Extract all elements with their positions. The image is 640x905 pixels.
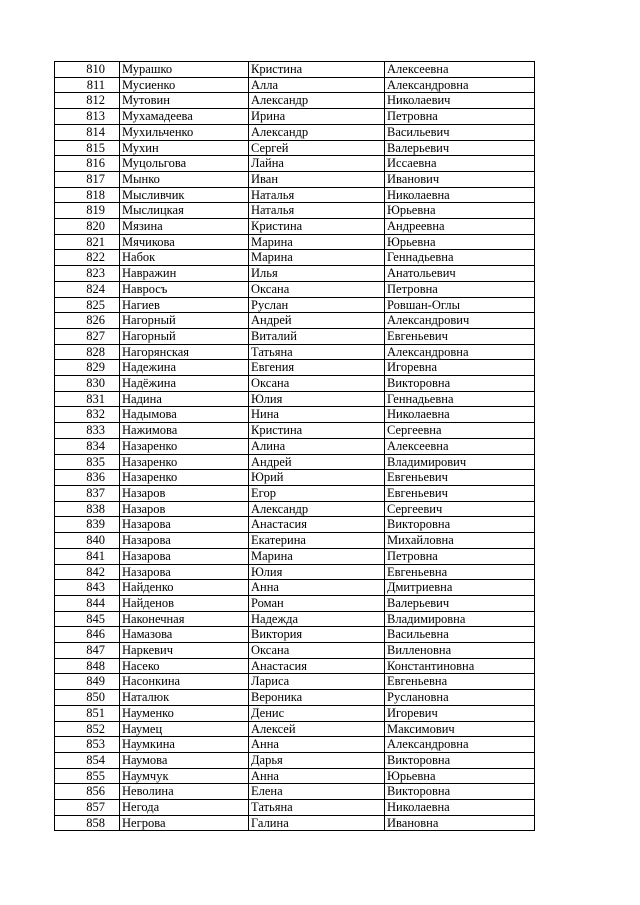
surname-cell: Назарова xyxy=(120,533,249,549)
patronymic-cell: Викторовна xyxy=(385,517,535,533)
row-number: 829 xyxy=(55,360,120,376)
first-name-cell: Юлия xyxy=(249,564,385,580)
table-row xyxy=(55,548,535,564)
first-name-cell: Денис xyxy=(249,705,385,721)
patronymic-cell: Сергеевна xyxy=(385,423,535,439)
first-name-cell: Лайна xyxy=(249,156,385,172)
surname-cell: Нагиев xyxy=(120,297,249,313)
names-table-body xyxy=(55,62,535,831)
surname-cell: Мысливчик xyxy=(120,187,249,203)
first-name-cell: Александр xyxy=(249,124,385,140)
patronymic-cell: Ивановна xyxy=(385,815,535,831)
patronymic-cell: Александровна xyxy=(385,344,535,360)
row-number: 844 xyxy=(55,595,120,611)
surname-cell: Набок xyxy=(120,250,249,266)
surname-cell: Назаренко xyxy=(120,438,249,454)
surname-cell: Мынко xyxy=(120,171,249,187)
first-name-cell: Марина xyxy=(249,250,385,266)
table-row xyxy=(55,391,535,407)
table-row xyxy=(55,124,535,140)
table-row xyxy=(55,234,535,250)
table-row xyxy=(55,438,535,454)
first-name-cell: Кристина xyxy=(249,62,385,78)
first-name-cell: Андрей xyxy=(249,313,385,329)
surname-cell: Назаров xyxy=(120,485,249,501)
first-name-cell: Александр xyxy=(249,93,385,109)
surname-cell: Наумчук xyxy=(120,768,249,784)
patronymic-cell: Николаевна xyxy=(385,187,535,203)
patronymic-cell: Вилленовна xyxy=(385,643,535,659)
surname-cell: Неволина xyxy=(120,784,249,800)
surname-cell: Нагорянская xyxy=(120,344,249,360)
patronymic-cell: Игоревич xyxy=(385,705,535,721)
table-row xyxy=(55,768,535,784)
table-row xyxy=(55,219,535,235)
table-row xyxy=(55,643,535,659)
table-row xyxy=(55,109,535,125)
patronymic-cell: Сергеевич xyxy=(385,501,535,517)
first-name-cell: Екатерина xyxy=(249,533,385,549)
surname-cell: Надежина xyxy=(120,360,249,376)
first-name-cell: Илья xyxy=(249,266,385,282)
first-name-cell: Марина xyxy=(249,548,385,564)
patronymic-cell: Петровна xyxy=(385,281,535,297)
row-number: 858 xyxy=(55,815,120,831)
table-row xyxy=(55,156,535,172)
patronymic-cell: Васильевна xyxy=(385,627,535,643)
row-number: 857 xyxy=(55,800,120,816)
surname-cell: Наркевич xyxy=(120,643,249,659)
first-name-cell: Алексей xyxy=(249,721,385,737)
surname-cell: Назаренко xyxy=(120,454,249,470)
table-row xyxy=(55,376,535,392)
table-row xyxy=(55,517,535,533)
surname-cell: Навражин xyxy=(120,266,249,282)
table-row xyxy=(55,281,535,297)
surname-cell: Надёжина xyxy=(120,376,249,392)
table-row xyxy=(55,407,535,423)
table-row xyxy=(55,800,535,816)
surname-cell: Насеко xyxy=(120,658,249,674)
first-name-cell: Татьяна xyxy=(249,800,385,816)
first-name-cell: Ирина xyxy=(249,109,385,125)
surname-cell: Мязина xyxy=(120,219,249,235)
row-number: 846 xyxy=(55,627,120,643)
table-row xyxy=(55,454,535,470)
row-number: 812 xyxy=(55,93,120,109)
patronymic-cell: Константиновна xyxy=(385,658,535,674)
row-number: 855 xyxy=(55,768,120,784)
surname-cell: Науменко xyxy=(120,705,249,721)
patronymic-cell: Андреевна xyxy=(385,219,535,235)
patronymic-cell: Максимович xyxy=(385,721,535,737)
first-name-cell: Андрей xyxy=(249,454,385,470)
table-row xyxy=(55,564,535,580)
row-number: 818 xyxy=(55,187,120,203)
surname-cell: Мячикова xyxy=(120,234,249,250)
first-name-cell: Марина xyxy=(249,234,385,250)
patronymic-cell: Анатольевич xyxy=(385,266,535,282)
patronymic-cell: Николаевна xyxy=(385,800,535,816)
row-number: 825 xyxy=(55,297,120,313)
table-row xyxy=(55,737,535,753)
table-row xyxy=(55,250,535,266)
row-number: 814 xyxy=(55,124,120,140)
surname-cell: Наумец xyxy=(120,721,249,737)
surname-cell: Наконечная xyxy=(120,611,249,627)
patronymic-cell: Евгеньевна xyxy=(385,564,535,580)
patronymic-cell: Петровна xyxy=(385,548,535,564)
patronymic-cell: Владимировна xyxy=(385,611,535,627)
first-name-cell: Анна xyxy=(249,580,385,596)
row-number: 842 xyxy=(55,564,120,580)
table-row xyxy=(55,485,535,501)
table-row xyxy=(55,784,535,800)
first-name-cell: Виталий xyxy=(249,328,385,344)
patronymic-cell: Юрьевна xyxy=(385,203,535,219)
first-name-cell: Надежда xyxy=(249,611,385,627)
first-name-cell: Егор xyxy=(249,485,385,501)
patronymic-cell: Михайловна xyxy=(385,533,535,549)
surname-cell: Мусиенко xyxy=(120,77,249,93)
row-number: 817 xyxy=(55,171,120,187)
patronymic-cell: Руслановна xyxy=(385,690,535,706)
row-number: 828 xyxy=(55,344,120,360)
row-number: 830 xyxy=(55,376,120,392)
surname-cell: Надина xyxy=(120,391,249,407)
first-name-cell: Оксана xyxy=(249,643,385,659)
table-row xyxy=(55,658,535,674)
patronymic-cell: Юрьевна xyxy=(385,768,535,784)
patronymic-cell: Евгеньевич xyxy=(385,328,535,344)
row-number: 820 xyxy=(55,219,120,235)
table-row xyxy=(55,690,535,706)
row-number: 835 xyxy=(55,454,120,470)
row-number: 834 xyxy=(55,438,120,454)
table-row xyxy=(55,674,535,690)
table-row xyxy=(55,328,535,344)
row-number: 823 xyxy=(55,266,120,282)
row-number: 848 xyxy=(55,658,120,674)
table-row xyxy=(55,580,535,596)
first-name-cell: Иван xyxy=(249,171,385,187)
surname-cell: Мыслицкая xyxy=(120,203,249,219)
row-number: 821 xyxy=(55,234,120,250)
first-name-cell: Наталья xyxy=(249,187,385,203)
first-name-cell: Алина xyxy=(249,438,385,454)
table-row xyxy=(55,62,535,78)
table-row xyxy=(55,313,535,329)
row-number: 813 xyxy=(55,109,120,125)
surname-cell: Мухамадеева xyxy=(120,109,249,125)
first-name-cell: Кристина xyxy=(249,423,385,439)
row-number: 839 xyxy=(55,517,120,533)
patronymic-cell: Викторовна xyxy=(385,784,535,800)
row-number: 841 xyxy=(55,548,120,564)
patronymic-cell: Юрьевна xyxy=(385,234,535,250)
row-number: 847 xyxy=(55,643,120,659)
table-row xyxy=(55,187,535,203)
patronymic-cell: Алексеевна xyxy=(385,62,535,78)
table-row xyxy=(55,77,535,93)
first-name-cell: Александр xyxy=(249,501,385,517)
first-name-cell: Наталья xyxy=(249,203,385,219)
first-name-cell: Лариса xyxy=(249,674,385,690)
surname-cell: Наумова xyxy=(120,752,249,768)
surname-cell: Надымова xyxy=(120,407,249,423)
patronymic-cell: Петровна xyxy=(385,109,535,125)
patronymic-cell: Евгеньевна xyxy=(385,674,535,690)
row-number: 845 xyxy=(55,611,120,627)
surname-cell: Назаров xyxy=(120,501,249,517)
row-number: 824 xyxy=(55,281,120,297)
first-name-cell: Роман xyxy=(249,595,385,611)
surname-cell: Назарова xyxy=(120,564,249,580)
surname-cell: Назарова xyxy=(120,517,249,533)
table-row xyxy=(55,171,535,187)
patronymic-cell: Евгеньевич xyxy=(385,470,535,486)
row-number: 854 xyxy=(55,752,120,768)
patronymic-cell: Игоревна xyxy=(385,360,535,376)
table-row xyxy=(55,501,535,517)
surname-cell: Мухильченко xyxy=(120,124,249,140)
row-number: 826 xyxy=(55,313,120,329)
surname-cell: Мурашко xyxy=(120,62,249,78)
table-row xyxy=(55,140,535,156)
surname-cell: Муцольгова xyxy=(120,156,249,172)
patronymic-cell: Валерьевич xyxy=(385,595,535,611)
first-name-cell: Руслан xyxy=(249,297,385,313)
patronymic-cell: Ровшан-Оглы xyxy=(385,297,535,313)
surname-cell: Назаренко xyxy=(120,470,249,486)
table-row xyxy=(55,815,535,831)
first-name-cell: Вероника xyxy=(249,690,385,706)
row-number: 850 xyxy=(55,690,120,706)
row-number: 851 xyxy=(55,705,120,721)
patronymic-cell: Дмитриевна xyxy=(385,580,535,596)
table-row xyxy=(55,297,535,313)
patronymic-cell: Александрович xyxy=(385,313,535,329)
row-number: 836 xyxy=(55,470,120,486)
first-name-cell: Дарья xyxy=(249,752,385,768)
surname-cell: Негода xyxy=(120,800,249,816)
surname-cell: Нагорный xyxy=(120,328,249,344)
first-name-cell: Евгения xyxy=(249,360,385,376)
table-row xyxy=(55,721,535,737)
first-name-cell: Елена xyxy=(249,784,385,800)
surname-cell: Найденов xyxy=(120,595,249,611)
surname-cell: Нажимова xyxy=(120,423,249,439)
surname-cell: Найденко xyxy=(120,580,249,596)
surname-cell: Назарова xyxy=(120,548,249,564)
surname-cell: Нагорный xyxy=(120,313,249,329)
table-row xyxy=(55,266,535,282)
patronymic-cell: Васильевич xyxy=(385,124,535,140)
first-name-cell: Алла xyxy=(249,77,385,93)
surname-cell: Наталюк xyxy=(120,690,249,706)
patronymic-cell: Геннадьевна xyxy=(385,250,535,266)
patronymic-cell: Викторовна xyxy=(385,752,535,768)
table-row xyxy=(55,360,535,376)
patronymic-cell: Алексеевна xyxy=(385,438,535,454)
surname-cell: Наумкина xyxy=(120,737,249,753)
table-row xyxy=(55,705,535,721)
row-number: 840 xyxy=(55,533,120,549)
row-number: 811 xyxy=(55,77,120,93)
surname-cell: Мутовин xyxy=(120,93,249,109)
row-number: 810 xyxy=(55,62,120,78)
surname-cell: Негрова xyxy=(120,815,249,831)
first-name-cell: Сергей xyxy=(249,140,385,156)
table-row xyxy=(55,423,535,439)
first-name-cell: Анна xyxy=(249,737,385,753)
first-name-cell: Юлия xyxy=(249,391,385,407)
row-number: 843 xyxy=(55,580,120,596)
row-number: 838 xyxy=(55,501,120,517)
surname-cell: Намазова xyxy=(120,627,249,643)
surname-cell: Насонкина xyxy=(120,674,249,690)
row-number: 856 xyxy=(55,784,120,800)
names-table xyxy=(54,61,535,831)
first-name-cell: Виктория xyxy=(249,627,385,643)
table-row xyxy=(55,470,535,486)
row-number: 852 xyxy=(55,721,120,737)
row-number: 822 xyxy=(55,250,120,266)
first-name-cell: Анастасия xyxy=(249,517,385,533)
patronymic-cell: Викторовна xyxy=(385,376,535,392)
row-number: 815 xyxy=(55,140,120,156)
row-number: 816 xyxy=(55,156,120,172)
table-row xyxy=(55,611,535,627)
surname-cell: Мухин xyxy=(120,140,249,156)
row-number: 832 xyxy=(55,407,120,423)
table-row xyxy=(55,627,535,643)
first-name-cell: Галина xyxy=(249,815,385,831)
first-name-cell: Кристина xyxy=(249,219,385,235)
first-name-cell: Оксана xyxy=(249,281,385,297)
row-number: 849 xyxy=(55,674,120,690)
patronymic-cell: Иванович xyxy=(385,171,535,187)
patronymic-cell: Валерьевич xyxy=(385,140,535,156)
patronymic-cell: Александровна xyxy=(385,737,535,753)
row-number: 831 xyxy=(55,391,120,407)
first-name-cell: Юрий xyxy=(249,470,385,486)
table-row xyxy=(55,93,535,109)
table-row xyxy=(55,203,535,219)
patronymic-cell: Евгеньевич xyxy=(385,485,535,501)
row-number: 837 xyxy=(55,485,120,501)
first-name-cell: Анастасия xyxy=(249,658,385,674)
first-name-cell: Анна xyxy=(249,768,385,784)
table-row xyxy=(55,533,535,549)
table-row xyxy=(55,595,535,611)
first-name-cell: Оксана xyxy=(249,376,385,392)
surname-cell: Навросъ xyxy=(120,281,249,297)
row-number: 827 xyxy=(55,328,120,344)
row-number: 833 xyxy=(55,423,120,439)
patronymic-cell: Иссаевна xyxy=(385,156,535,172)
table-row xyxy=(55,344,535,360)
patronymic-cell: Николаевна xyxy=(385,407,535,423)
patronymic-cell: Николаевич xyxy=(385,93,535,109)
patronymic-cell: Геннадьевна xyxy=(385,391,535,407)
patronymic-cell: Владимирович xyxy=(385,454,535,470)
row-number: 853 xyxy=(55,737,120,753)
patronymic-cell: Александровна xyxy=(385,77,535,93)
first-name-cell: Нина xyxy=(249,407,385,423)
row-number: 819 xyxy=(55,203,120,219)
table-row xyxy=(55,752,535,768)
first-name-cell: Татьяна xyxy=(249,344,385,360)
